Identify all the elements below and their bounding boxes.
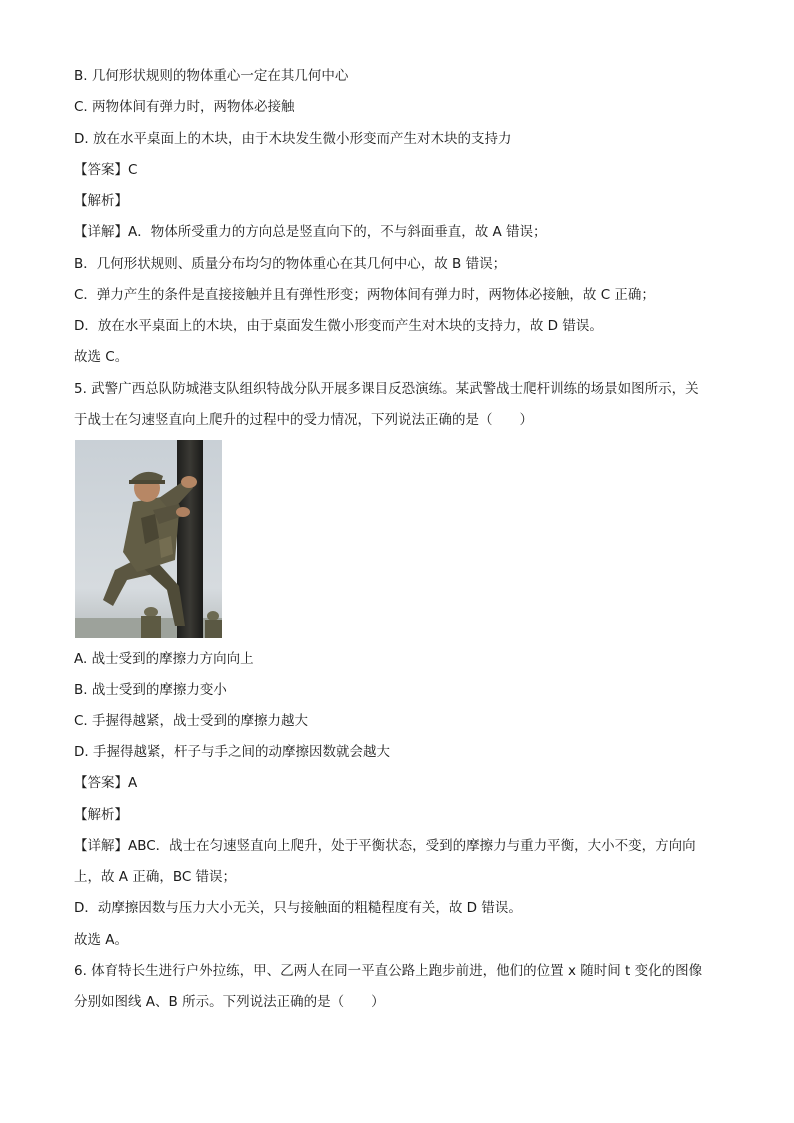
q5-option-d: D. 手握得越紧，杆子与手之间的动摩擦因数就会越大 (74, 744, 390, 760)
q4-conclusion: 故选 C。 (74, 349, 129, 365)
q5-answer: 【答案】A (74, 775, 138, 791)
q4-detail-d: D．放在水平桌面上的木块，由于桌面发生微小形变而产生对木块的支持力，故 D 错误。 (74, 318, 603, 334)
q4-option-b: B. 几何形状规则的物体重心一定在其几何中心 (74, 68, 349, 84)
q6-stem-line-2: 分别如图线 A、B 所示。下列说法正确的是（ ） (74, 994, 385, 1010)
q4-option-c: C. 两物体间有弹力时，两物体必接触 (74, 99, 295, 115)
q5-detail-abc: 【详解】ABC．战士在匀速竖直向上爬升，处于平衡状态，受到的摩擦力与重力平衡，大小不变，方向向 (74, 838, 696, 854)
q4-detail-b: B．几何形状规则、质量分布均匀的物体重心在其几何中心，故 B 错误； (74, 256, 507, 272)
q4-option-d: D. 放在水平桌面上的木块，由于木块发生微小形变而产生对木块的支持力 (74, 131, 512, 147)
soldier-pole-climbing-photo (75, 440, 222, 638)
q4-analysis-label: 【解析】 (74, 193, 128, 209)
q5-option-c: C. 手握得越紧，战士受到的摩擦力越大 (74, 713, 309, 729)
q5-stem-line-1: 5. 武警广西总队防城港支队组织特战分队开展多课目反恐演练。某武警战士爬杆训练的场景如图所示，关 (74, 381, 699, 397)
q4-answer: 【答案】C (74, 162, 138, 178)
q4-detail-a: 【详解】A．物体所受重力的方向总是竖直向下的，不与斜面垂直，故 A 错误； (74, 224, 547, 240)
q5-option-b: B. 战士受到的摩擦力变小 (74, 682, 227, 698)
q5-detail-d: D．动摩擦因数与压力大小无关，只与接触面的粗糙程度有关，故 D 错误。 (74, 900, 522, 916)
q5-detail-abc-cont: 上，故 A 正确，BC 错误； (74, 869, 237, 885)
q6-stem-line-1: 6. 体育特长生进行户外拉练，甲、乙两人在同一平直公路上跑步前进，他们的位置 x 随时间 t 变化的图像 (74, 963, 703, 979)
q5-analysis-label: 【解析】 (74, 807, 128, 823)
q5-stem-line-2: 于战士在匀速竖直向上爬升的过程中的受力情况，下列说法正确的是（ ） (74, 412, 533, 428)
q5-conclusion: 故选 A。 (74, 932, 129, 948)
q4-detail-c: C．弹力产生的条件是直接接触并且有弹性形变；两物体间有弹力时，两物体必接触，故 C 正确； (74, 287, 655, 303)
q5-option-a: A. 战士受到的摩擦力方向向上 (74, 651, 254, 667)
